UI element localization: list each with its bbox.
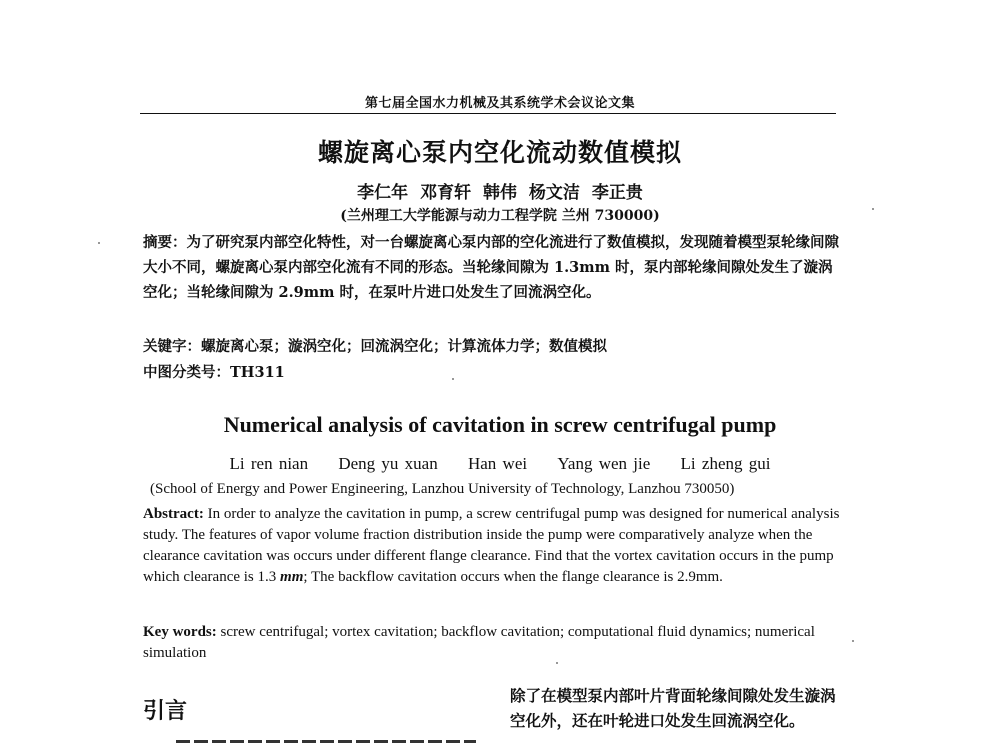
abstract-en-label: Abstract: bbox=[143, 506, 204, 522]
header-rule bbox=[140, 113, 836, 114]
affiliation-en: (School of Energy and Power Engineering, Lanzhou University of Technology, Lanzhou 730050) bbox=[150, 481, 735, 497]
classification-cn-label: 中图分类号： bbox=[143, 364, 230, 381]
classification-cn bbox=[143, 360, 840, 385]
paper-title-cn: 螺旋离心泵内空化流动数值模拟 bbox=[317, 138, 682, 167]
scan-speck bbox=[452, 378, 454, 380]
authors-cn: 李仁年 邓育轩 韩伟 杨文洁 李正贵 bbox=[357, 183, 643, 203]
abstract-cn-text: 为了研究泵内部空化特性，对一台螺旋离心泵内部的空化流进行了数值模拟，发现随着模型泵轮缘间隙大小不同，螺旋离心泵内部空化流有不同的形态。当轮缘间隙为 1.3mm 时，泵内部轮缘间隙处发生了漩涡空化；当轮缘间隙为 2.9mm 时，在泵叶片进口处发生了回流涡空化。 bbox=[143, 234, 839, 301]
scan-speck bbox=[98, 242, 100, 244]
author-en-1: Li ren nian bbox=[229, 454, 309, 473]
abstract-cn bbox=[143, 230, 840, 305]
keywords-cn bbox=[143, 334, 840, 359]
abstract-en bbox=[143, 504, 840, 588]
author-en-3: Han wei bbox=[467, 454, 528, 473]
keywords-en-text: screw centrifugal; vortex cavitation; backflow cavitation; computational fluid dynamics; numerical simulation bbox=[143, 624, 815, 661]
author-en-2: Deng yu xuan bbox=[338, 454, 438, 473]
abstract-en-text-end: ; The backflow cavitation occurs when the flange clearance is 2.9mm. bbox=[303, 569, 723, 585]
author-en-4: Yang wen jie bbox=[557, 454, 651, 473]
scan-speck bbox=[556, 662, 558, 664]
scan-speck bbox=[872, 208, 874, 210]
affiliation-cn: (兰州理工大学能源与动力工程学院 兰州 730000) bbox=[340, 208, 660, 224]
scan-speck bbox=[852, 640, 854, 642]
keywords-en-label: Key words: bbox=[143, 624, 217, 640]
abstract-en-text: In order to analyze the cavitation in pump, a screw centrifugal pump was designed for numerical analysis study. The features of vapor volume fraction distribution inside the pump were comparatively analyze when the clearance cavitation was occurs under different flange clearance. Find that the vortex cavitation occurs in the pump which clearance is 1.3 bbox=[143, 506, 840, 585]
abstract-en-unit: mm bbox=[280, 569, 304, 585]
keywords-en bbox=[143, 622, 840, 664]
cut-off-text-line bbox=[176, 737, 476, 743]
keywords-cn-text: 螺旋离心泵；漩涡空化；回流涡空化；计算流体力学；数值模拟 bbox=[201, 338, 607, 355]
classification-cn-code: TH311 bbox=[230, 364, 285, 381]
right-column-text: 除了在模型泵内部叶片背面轮缘间隙处发生漩涡空化外，还在叶轮进口处发生回流涡空化。 bbox=[510, 686, 836, 730]
author-en-5: Li zheng gui bbox=[680, 454, 771, 473]
keywords-cn-label: 关键字： bbox=[143, 338, 201, 355]
paper-title-en: Numerical analysis of cavitation in screw centrifugal pump bbox=[223, 412, 777, 437]
authors-en bbox=[0, 454, 1000, 474]
proceedings-header: 第七届全国水力机械及其系统学术会议论文集 bbox=[364, 96, 635, 111]
abstract-cn-label: 摘要： bbox=[143, 234, 187, 251]
introduction-heading: 引言 bbox=[143, 698, 188, 724]
